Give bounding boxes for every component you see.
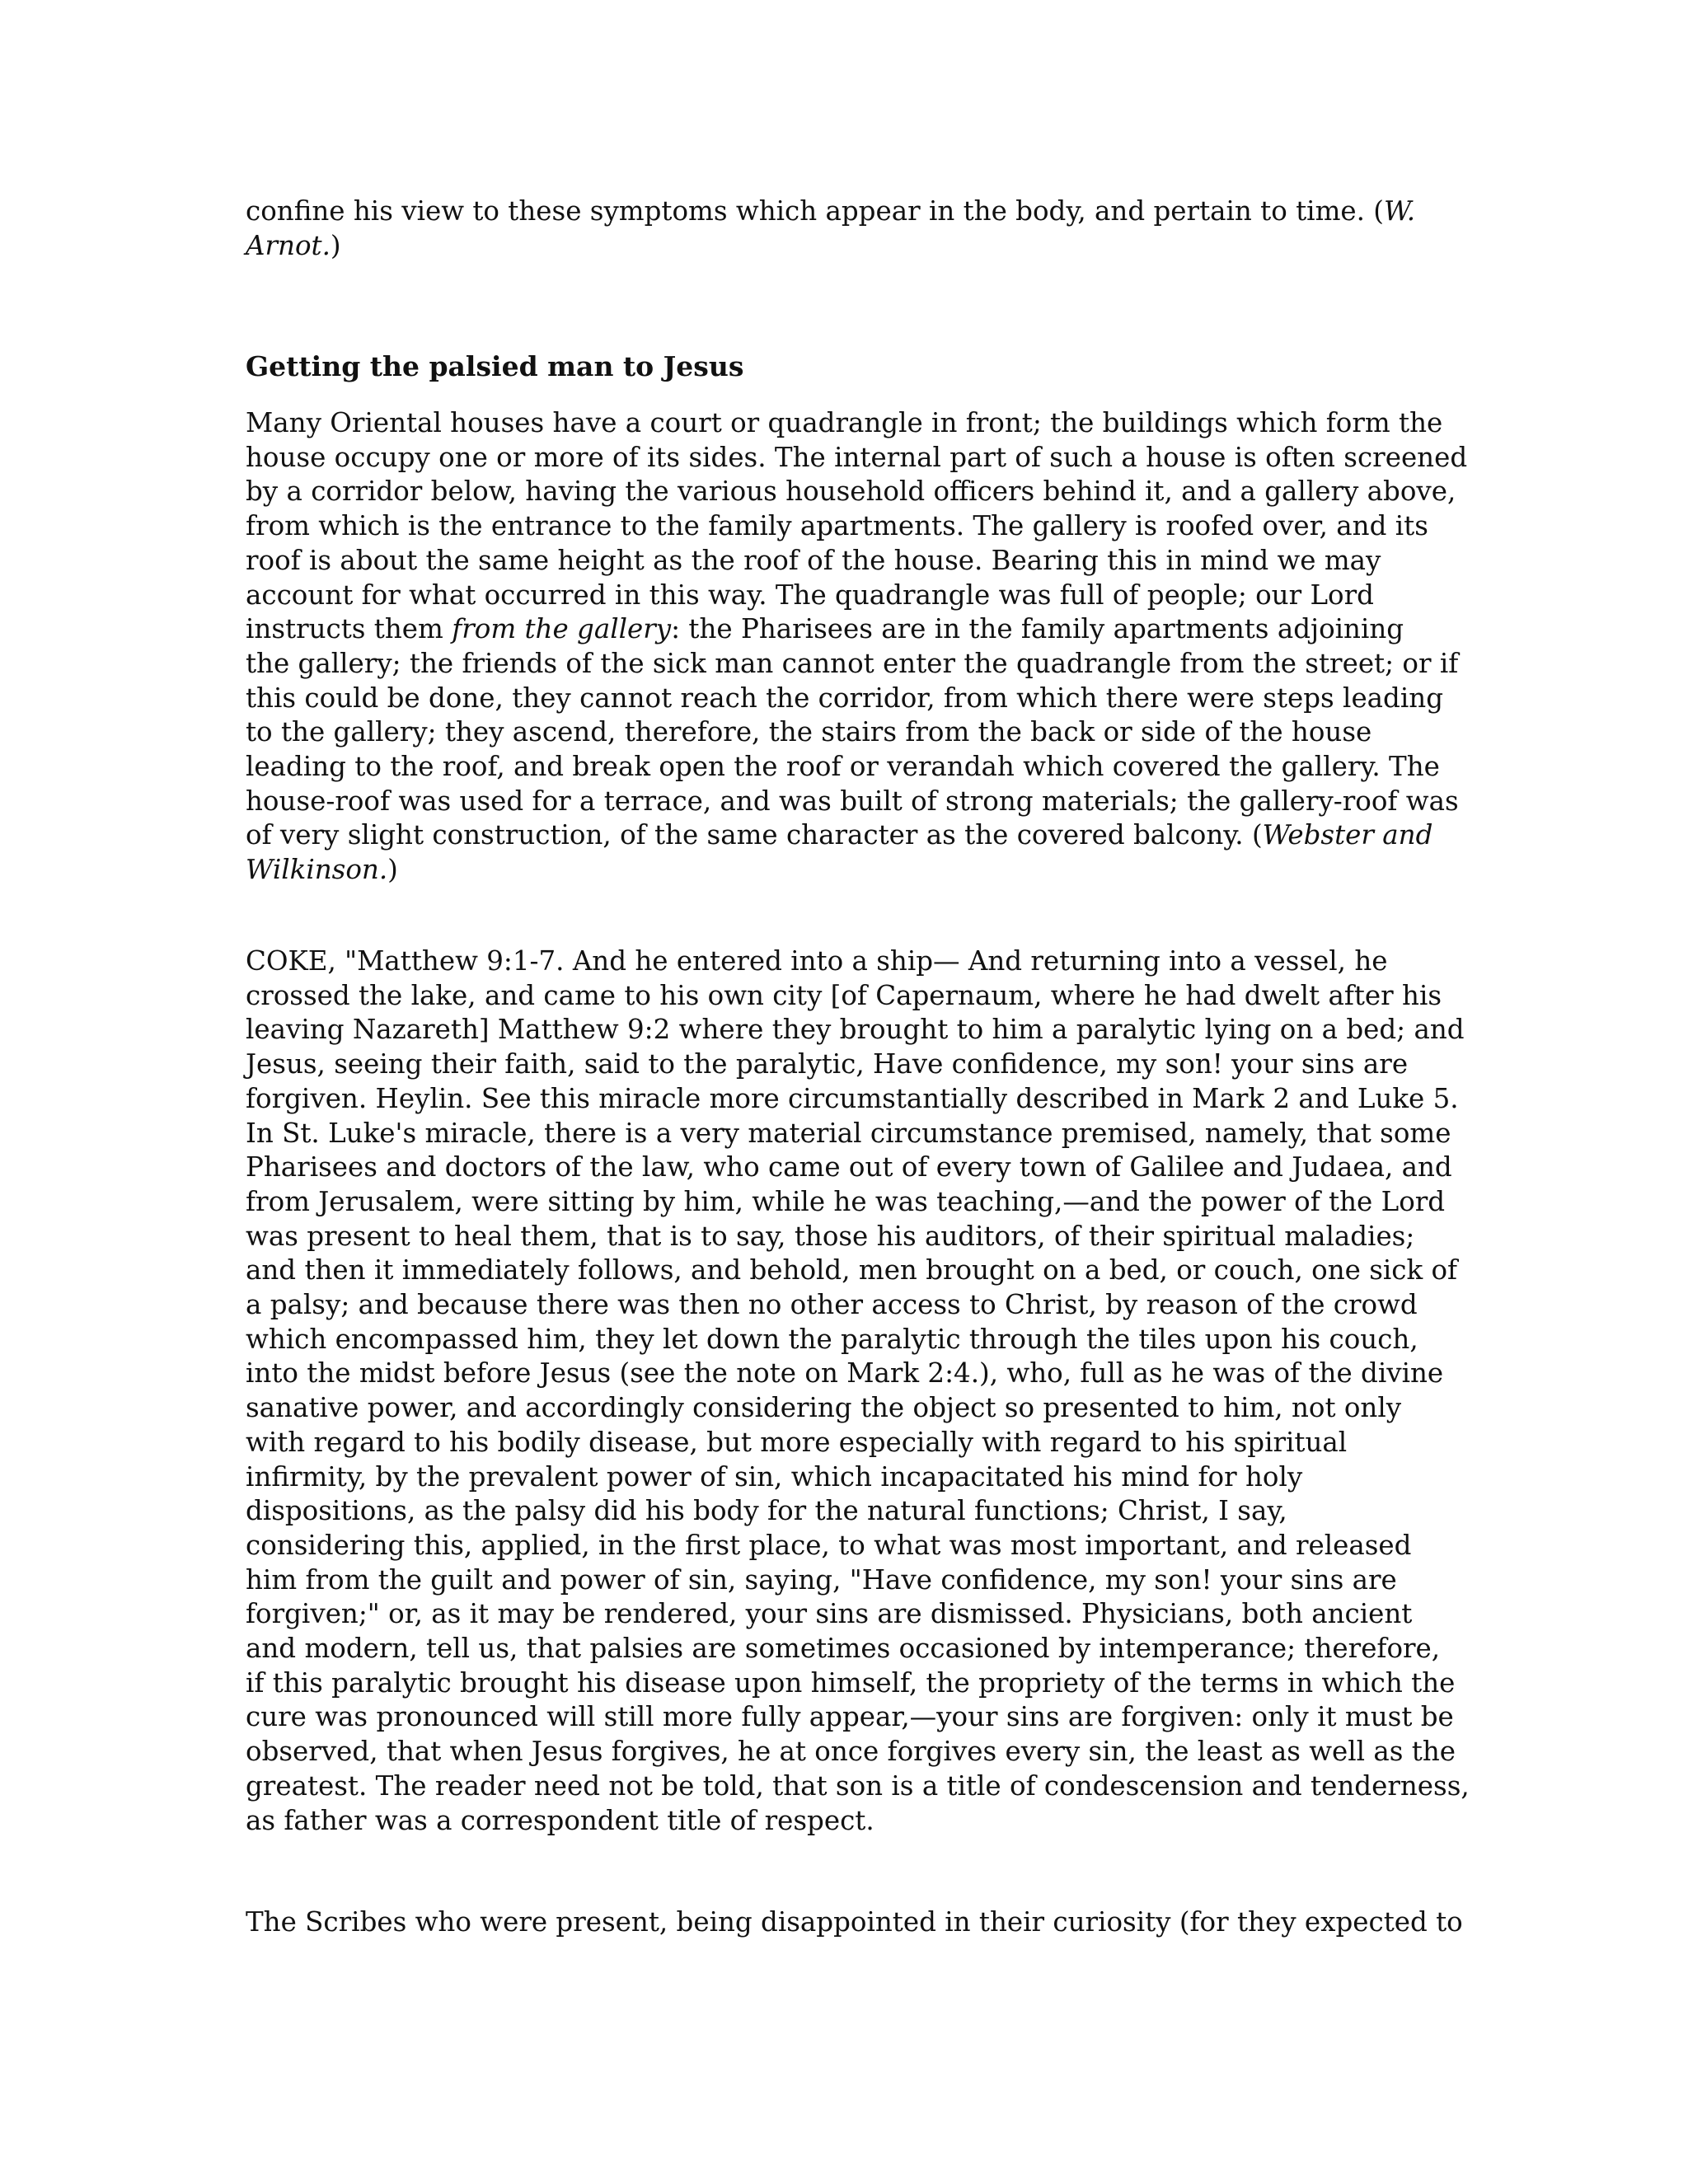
text-line: sanative power, and accordingly considering the object so presented to him, not only: [246, 1392, 1402, 1424]
text-line: Jesus, seeing their faith, said to the paralytic, Have confidence, my son! your sins are: [246, 1048, 1409, 1080]
italic-phrase: from the gallery: [452, 613, 672, 645]
text-line: forgiven;" or, as it may be rendered, your sins are dismissed. Physicians, both ancient: [246, 1598, 1413, 1630]
text-line: leading to the roof, and break open the roof or verandah which covered the gallery. The: [246, 751, 1440, 783]
text-line: from Jerusalem, were sitting by him, while he was teaching,—and the power of the Lord: [246, 1185, 1446, 1217]
text-line: forgiven. Heylin. See this miracle more circumstantially described in Mark 2 and Luke 5.: [246, 1082, 1459, 1114]
text-line: the gallery; the friends of the sick man cannot enter the quadrangle from the street; or if: [246, 647, 1459, 679]
coke-paragraph: [246, 944, 1470, 1838]
text-line: considering this, applied, in the first place, to what was most important, and released: [246, 1529, 1412, 1561]
text-line: infirmity, by the prevalent power of sin, which incapacitated his mind for holy: [246, 1460, 1303, 1493]
text-line: by a corridor below, having the various household officers behind it, and a gallery above,: [246, 476, 1456, 508]
text-line: Pharisees and doctors of the law, who came out of every town of Galilee and Judaea, and: [246, 1151, 1452, 1183]
text-line: [246, 194, 1415, 229]
text-line: him from the guilt and power of sin, saying, "Have confidence, my son! your sins are: [246, 1563, 1397, 1596]
text-line: which encompassed him, they let down the paralytic through the tiles upon his couch,: [246, 1323, 1418, 1355]
text-line: roof is about the same height as the roof of the house. Bearing this in mind we may: [246, 544, 1381, 576]
text-line: house occupy one or more of its sides. The internal part of such a house is often screened: [246, 441, 1468, 473]
text-line: from which is the entrance to the family apartments. The gallery is roofed over, and its: [246, 510, 1428, 542]
text-line: into the midst before Jesus (see the note on Mark 2:4.), who, full as he was of the divine: [246, 1357, 1444, 1390]
text-line: [246, 229, 1415, 264]
text-line: crossed the lake, and came to his own city [of Capernaum, where he had dwelt after his: [246, 979, 1442, 1011]
text-line: a palsy; and because there was then no other access to Christ, by reason of the crowd: [246, 1289, 1418, 1321]
italic-citation: W.: [1383, 195, 1416, 227]
text-line: account for what occurred in this way. The quadrangle was full of people; our Lord: [246, 579, 1374, 611]
text-line: if this paralytic brought his disease upon himself, the propriety of the terms in which the: [246, 1666, 1456, 1699]
italic-citation: Wilkinson.: [246, 854, 388, 886]
text-line: In St. Luke's miracle, there is a very material circumstance premised, namely, that some: [246, 1117, 1451, 1149]
last-paragraph: [246, 1905, 1463, 1940]
text-line: Many Oriental houses have a court or quadrangle in front; the buildings which form the: [246, 407, 1443, 438]
text-line: house-roof was used for a terrace, and was built of strong materials; the gallery-roof was: [246, 785, 1459, 817]
text-line: The Scribes who were present, being disappointed in their curiosity (for they expected to: [246, 1906, 1463, 1938]
text-line: to the gallery; they ascend, therefore, the stairs from the back or side of the house: [246, 716, 1372, 748]
text-line: [246, 612, 1467, 647]
text-line: dispositions, as the palsy did his body for the natural functions; Christ, I say,: [246, 1495, 1287, 1527]
text-line: [246, 853, 1467, 888]
top-paragraph: [246, 194, 1415, 263]
text-line: this could be done, they cannot reach the corridor, from which there were steps leading: [246, 682, 1443, 714]
text-line: was present to heal them, that is to say, those his auditors, of their spiritual maladies;: [246, 1220, 1415, 1252]
text-line: as father was a correspondent title of respect.: [246, 1804, 874, 1836]
text-line: with regard to his bodily disease, but more especially with regard to his spiritual: [246, 1426, 1348, 1458]
text-line: cure was pronounced will still more fully appear,—your sins are forgiven: only it must be: [246, 1701, 1454, 1733]
text-run: confine his view to these symptoms which appear in the body, and pertain to time. (: [246, 195, 1384, 227]
text-run: of very slight construction, of the same character as the covered balcony. (: [246, 819, 1263, 851]
text-run: instructs them: [246, 613, 452, 645]
section-paragraph: [246, 406, 1467, 888]
text-line: and modern, tell us, that palsies are sometimes occasioned by intemperance; therefore,: [246, 1633, 1441, 1665]
section-heading: Getting the palsied man to Jesus: [246, 350, 744, 382]
text-run: ): [330, 229, 341, 261]
text-line: leaving Nazareth] Matthew 9:2 where they brought to him a paralytic lying on a bed; and: [246, 1014, 1465, 1046]
text-run: : the Pharisees are in the family apartments adjoining: [671, 613, 1404, 645]
text-line: greatest. The reader need not be told, that son is a title of condescension and tenderness,: [246, 1769, 1470, 1802]
text-line: [246, 818, 1467, 853]
text-run: ): [387, 854, 398, 886]
italic-citation: Arnot.: [246, 229, 331, 261]
italic-citation: Webster and: [1262, 819, 1433, 851]
text-line: observed, that when Jesus forgives, he at once forgives every sin, the least as well as the: [246, 1736, 1456, 1768]
text-line: COKE, "Matthew 9:1-7. And he entered into a ship— And returning into a vessel, he: [246, 945, 1388, 977]
text-line: and then it immediately follows, and behold, men brought on a bed, or couch, one sick of: [246, 1254, 1458, 1286]
